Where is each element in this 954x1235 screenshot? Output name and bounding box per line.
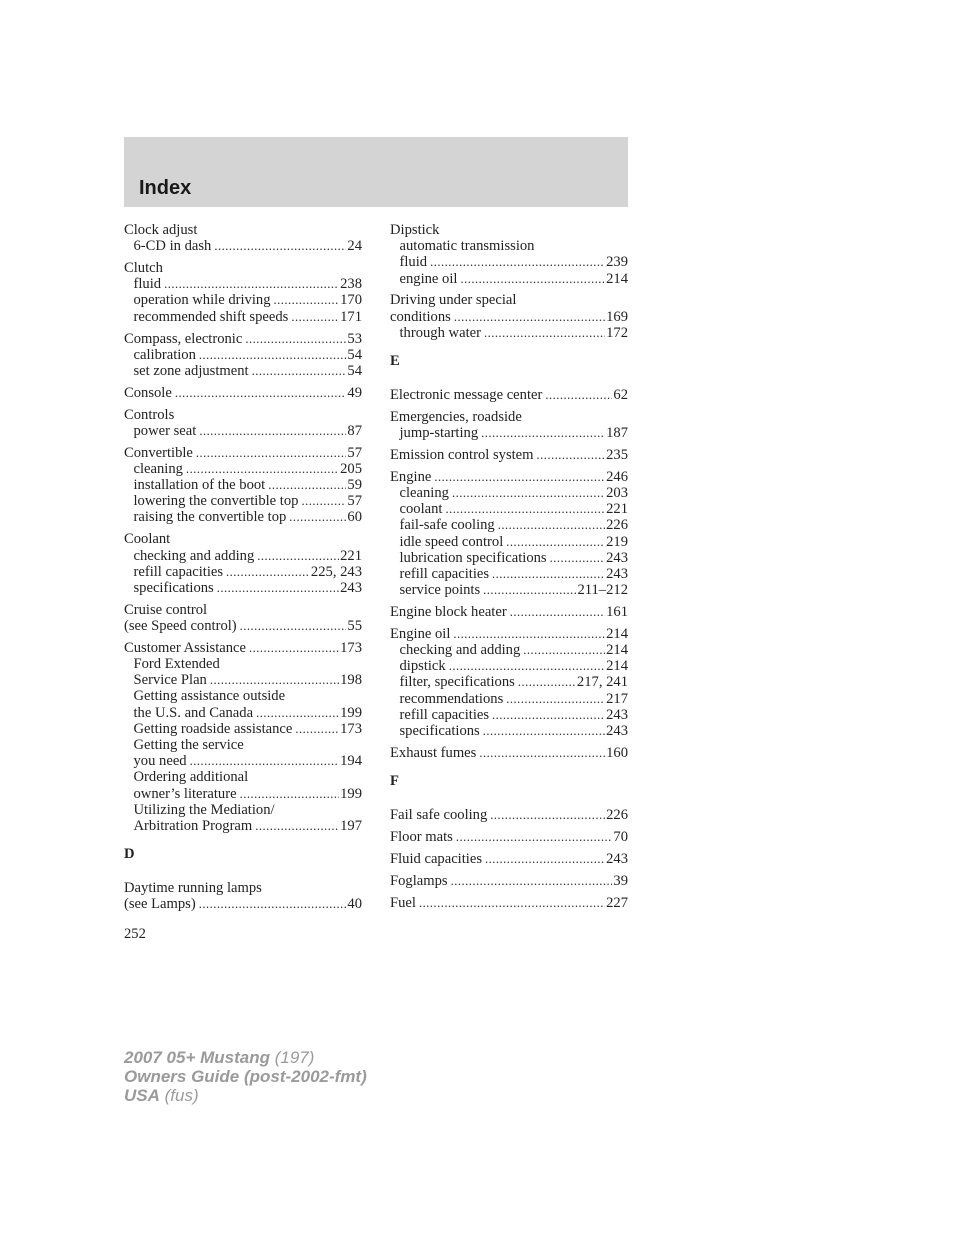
entry-term: calibration <box>133 346 196 363</box>
header-title: Index <box>139 177 192 199</box>
entry-page-ref: 187 <box>606 425 628 442</box>
index-subentry-line <box>124 818 362 834</box>
dot-leader <box>164 276 339 292</box>
dot-leader <box>255 818 339 834</box>
dot-leader <box>186 461 339 477</box>
index-entry-line <box>390 829 628 845</box>
entry-page-ref: 217 <box>606 690 628 707</box>
entry-page-ref: 214 <box>606 625 628 642</box>
entry-term: lubrication specifications <box>399 549 547 566</box>
index-entry-line <box>390 604 628 620</box>
index-subentry-line <box>390 425 628 441</box>
entry-term: specifications <box>133 579 214 596</box>
section-letter: E <box>390 353 400 369</box>
index-subentry-line <box>124 477 362 493</box>
entry-page-ref: 161 <box>606 604 628 620</box>
entry-page-ref: 243 <box>606 549 628 566</box>
entry-page-ref: 235 <box>606 446 628 463</box>
dot-leader <box>175 385 347 401</box>
entry-term: Electronic message center <box>390 387 543 403</box>
index-entry-line <box>390 292 628 308</box>
entry-page-ref: 172 <box>606 324 628 341</box>
dot-leader <box>210 672 339 688</box>
index-entry <box>390 387 628 403</box>
entry-term: fluid <box>133 276 162 293</box>
index-entry <box>390 447 628 463</box>
entry-term: engine oil <box>399 270 458 287</box>
entry-term: raising the convertible top <box>133 509 287 526</box>
entry-term: checking and adding <box>133 547 255 564</box>
dot-leader <box>445 501 605 517</box>
index-entry-line <box>390 895 628 911</box>
entry-term: filter, specifications <box>399 674 515 691</box>
entry-page-ref: 197 <box>340 817 362 834</box>
entry-term: Fuel <box>390 894 416 911</box>
entry-term: cleaning <box>133 460 183 477</box>
index-entry-line <box>124 618 362 634</box>
index-entry <box>390 292 628 341</box>
entry-page-ref: 219 <box>606 533 628 550</box>
entry-page-ref: 214 <box>606 642 628 659</box>
entry-term: through water <box>399 324 481 341</box>
dot-leader <box>506 691 605 707</box>
entry-page-ref: 169 <box>606 308 628 325</box>
index-entry <box>390 745 628 761</box>
index-subentry-line <box>124 737 362 753</box>
entry-page-ref: 54 <box>347 362 362 379</box>
entry-term: Clutch <box>124 260 163 277</box>
index-subentry-line <box>390 691 628 707</box>
entry-page-ref: 199 <box>340 785 362 802</box>
dot-leader <box>481 425 605 441</box>
index-subentry-line <box>124 309 362 325</box>
dot-leader <box>240 618 347 634</box>
dot-leader <box>295 721 339 737</box>
entry-term: Customer Assistance <box>124 639 247 656</box>
entry-page-ref: 49 <box>347 384 362 401</box>
index-entry <box>390 851 628 867</box>
dot-leader <box>545 387 612 403</box>
dot-leader <box>226 564 310 580</box>
index-entry-line <box>124 531 362 547</box>
entry-term: refill capacities <box>133 563 224 580</box>
index-subentry-line <box>124 721 362 737</box>
index-subentry-line <box>390 517 628 533</box>
index-entry-line <box>124 407 362 423</box>
entry-term: you need <box>133 753 187 770</box>
entry-page-ref: 59 <box>347 477 362 494</box>
entry-term: Emission control system <box>390 446 534 463</box>
index-subentry-line <box>124 493 362 509</box>
index-entry-line <box>124 880 362 896</box>
dot-leader <box>451 873 613 889</box>
dot-leader <box>190 753 340 769</box>
entry-term: Console <box>124 384 172 401</box>
index-subentry-line <box>124 705 362 721</box>
entry-term: service points <box>399 582 481 599</box>
dot-leader <box>483 582 576 598</box>
index-column-left <box>124 222 362 918</box>
dot-leader <box>434 469 605 485</box>
index-entry-line <box>390 851 628 867</box>
dot-leader <box>256 705 339 721</box>
index-entry-line <box>124 385 362 401</box>
footer-line-2 <box>124 1067 367 1086</box>
index-entry <box>124 385 362 401</box>
entry-term: Compass, electronic <box>124 330 243 347</box>
index-subentry-line <box>124 672 362 688</box>
index-subentry-line <box>124 509 362 525</box>
entry-page-ref: 243 <box>606 706 628 723</box>
index-subentry-line <box>124 423 362 439</box>
entry-page-ref: 57 <box>347 444 362 461</box>
entry-term: idle speed control <box>399 533 504 550</box>
entry-term: 6-CD in dash <box>133 238 212 255</box>
entry-term: refill capacities <box>399 706 490 723</box>
entry-page-ref: 53 <box>347 330 362 347</box>
entry-page-ref: 221 <box>606 501 628 518</box>
entry-page-ref: 173 <box>340 720 362 737</box>
dot-leader <box>301 493 346 509</box>
index-subentry-line <box>124 363 362 379</box>
index-entry-line <box>390 447 628 463</box>
entry-page-ref: 199 <box>340 704 362 721</box>
entry-term: fail-safe cooling <box>399 517 495 534</box>
index-subentry-line <box>124 461 362 477</box>
dot-leader <box>245 331 346 347</box>
footer-model: 2007 05+ Mustang <box>124 1048 270 1067</box>
entry-page-ref: 217, 241 <box>576 674 628 691</box>
entry-page-ref: 225, 243 <box>310 563 362 580</box>
entry-term: Coolant <box>124 531 171 548</box>
index-subentry-line <box>390 566 628 582</box>
dot-leader <box>199 896 347 912</box>
index-subentry-line <box>124 548 362 564</box>
section-letter-block <box>390 353 628 369</box>
index-entry <box>124 445 362 526</box>
entry-page-ref: 243 <box>340 579 362 596</box>
index-subentry-line <box>390 642 628 658</box>
footer-model-code: (197) <box>274 1048 315 1067</box>
index-subentry-line <box>390 658 628 674</box>
index-entry <box>390 222 628 287</box>
dot-leader <box>199 347 347 363</box>
entry-page-ref: 57 <box>347 493 362 510</box>
index-entry-line <box>124 896 362 912</box>
dot-leader <box>453 626 605 642</box>
entry-term: Emergencies, roadside <box>390 408 522 425</box>
entry-page-ref: 246 <box>606 468 628 485</box>
index-entry <box>124 331 362 380</box>
footer-guide: Owners Guide (post-2002-fmt) <box>124 1067 367 1086</box>
entry-page-ref: 205 <box>340 460 362 477</box>
index-entry <box>124 880 362 912</box>
entry-page-ref: 87 <box>347 422 362 439</box>
entry-term: cleaning <box>399 485 449 501</box>
entry-page-ref: 227 <box>606 894 628 911</box>
entry-term: (see Lamps) <box>124 896 196 913</box>
dot-leader <box>479 745 605 761</box>
entry-page-ref: 24 <box>347 238 362 255</box>
footer-market: USA <box>124 1086 160 1105</box>
entry-term: recommended shift speeds <box>133 308 289 325</box>
entry-page-ref: 243 <box>606 850 628 867</box>
entry-term: Arbitration Program <box>133 817 253 834</box>
dot-leader <box>249 640 339 656</box>
index-entry-line <box>390 807 628 823</box>
dot-leader <box>419 895 605 911</box>
entry-term: lowering the convertible top <box>133 493 299 510</box>
entry-page-ref: 40 <box>347 896 362 913</box>
entry-term: Foglamps <box>390 872 448 889</box>
index-entry-line <box>390 309 628 325</box>
entry-page-ref: 173 <box>340 639 362 656</box>
index-column-right <box>390 222 628 916</box>
document-footer <box>124 1048 367 1105</box>
entry-page-ref: 198 <box>340 672 362 689</box>
entry-term: Engine oil <box>390 625 451 642</box>
index-entry-line <box>124 260 362 276</box>
index-entry-line <box>390 222 628 238</box>
entry-term: Convertible <box>124 444 193 461</box>
dot-leader <box>550 550 606 566</box>
entry-page-ref: 214 <box>606 658 628 675</box>
index-subentry-line <box>390 238 628 254</box>
entry-term: set zone adjustment <box>133 362 249 379</box>
entry-page-ref: 226 <box>606 517 628 534</box>
dot-leader <box>456 829 613 845</box>
index-entry <box>124 222 362 254</box>
section-letter-block <box>124 846 362 862</box>
entry-term: operation while driving <box>133 292 271 309</box>
entry-page-ref: 214 <box>606 270 628 287</box>
index-subentry-line <box>390 723 628 739</box>
dot-leader <box>485 851 605 867</box>
entry-term: Engine <box>390 468 432 485</box>
footer-market-code: (fus) <box>164 1086 199 1105</box>
section-letter-block <box>390 773 628 789</box>
entry-term: Service Plan <box>133 672 207 689</box>
entry-term: Engine block heater <box>390 604 507 620</box>
index-subentry-line <box>124 656 362 672</box>
entry-term: Ordering additional <box>133 769 249 786</box>
entry-term: automatic transmission <box>399 238 535 255</box>
index-entry <box>124 407 362 439</box>
entry-term: Controls <box>124 406 175 423</box>
entry-term: Driving under special <box>390 292 517 309</box>
index-entry <box>124 602 362 634</box>
entry-term: Exhaust fumes <box>390 744 477 761</box>
dot-leader <box>537 447 606 463</box>
index-subentry-line <box>390 485 628 501</box>
index-subentry-line <box>124 292 362 308</box>
entry-page-ref: 160 <box>606 744 628 761</box>
dot-leader <box>252 363 347 379</box>
section-letter: F <box>390 773 399 790</box>
index-subentry-line <box>124 238 362 254</box>
index-entry-line <box>390 745 628 761</box>
index-entry <box>124 260 362 325</box>
index-subentry-line <box>390 582 628 598</box>
entry-page-ref: 203 <box>606 485 628 501</box>
index-entry <box>390 807 628 823</box>
entry-term: Fail safe cooling <box>390 807 488 824</box>
index-subentry-line <box>124 276 362 292</box>
index-subentry-line <box>390 325 628 341</box>
entry-term: recommendations <box>399 690 504 707</box>
dot-leader <box>289 509 346 525</box>
entry-term: the U.S. and Canada <box>133 704 254 721</box>
index-subentry-line <box>124 688 362 704</box>
entry-page-ref: 243 <box>606 723 628 739</box>
entry-term: Ford Extended <box>133 656 220 672</box>
index-subentry-line <box>390 707 628 723</box>
dot-leader <box>291 309 339 325</box>
entry-page-ref: 170 <box>340 292 362 309</box>
entry-term: installation of the boot <box>133 477 266 494</box>
index-subentry-line <box>124 802 362 818</box>
entry-page-ref: 60 <box>347 509 362 526</box>
index-entry <box>390 626 628 739</box>
index-entry <box>390 895 628 911</box>
dot-leader <box>460 271 605 287</box>
dot-leader <box>510 604 605 620</box>
index-entry <box>390 604 628 620</box>
entry-term: Utilizing the Mediation/ <box>133 801 275 818</box>
entry-term: Cruise control <box>124 601 208 618</box>
index-header <box>124 137 628 207</box>
index-subentry-line <box>124 580 362 596</box>
entry-page-ref: 62 <box>613 387 628 403</box>
index-entry-line <box>124 445 362 461</box>
index-entry-line <box>390 626 628 642</box>
dot-leader <box>217 580 339 596</box>
index-entry-line <box>390 387 628 403</box>
entry-term: Floor mats <box>390 828 453 845</box>
index-subentry-line <box>124 786 362 802</box>
index-subentry-line <box>124 769 362 785</box>
index-entry <box>124 640 362 834</box>
entry-term: power seat <box>133 422 197 439</box>
entry-page-ref: 70 <box>613 828 628 845</box>
index-entry-line <box>124 602 362 618</box>
entry-term: fluid <box>399 254 428 271</box>
entry-page-ref: 221 <box>340 547 362 564</box>
entry-term: Fluid capacities <box>390 850 482 867</box>
index-subentry-line <box>390 254 628 270</box>
dot-leader <box>484 325 605 341</box>
dot-leader <box>492 707 605 723</box>
entry-term: Clock adjust <box>124 222 198 238</box>
dot-leader <box>240 786 340 802</box>
entry-page-ref: 55 <box>347 617 362 634</box>
entry-term: Daytime running lamps <box>124 880 262 897</box>
index-entry <box>390 409 628 441</box>
entry-term: specifications <box>399 723 480 739</box>
index-entry <box>390 469 628 599</box>
dot-leader <box>199 423 346 439</box>
index-subentry-line <box>390 550 628 566</box>
index-entry <box>124 531 362 596</box>
page-number: 252 <box>124 926 146 942</box>
entry-page-ref: 39 <box>613 872 628 889</box>
entry-term: Getting the service <box>133 736 244 753</box>
dot-leader <box>483 723 605 739</box>
entry-term: refill capacities <box>399 565 490 582</box>
dot-leader <box>449 658 605 674</box>
entry-page-ref: 239 <box>606 254 628 271</box>
entry-page-ref: 226 <box>606 807 628 824</box>
footer-line-1 <box>124 1048 367 1067</box>
entry-page-ref: 238 <box>340 276 362 293</box>
dot-leader <box>492 566 605 582</box>
index-entry-line <box>390 469 628 485</box>
entry-term: (see Speed control) <box>124 617 237 634</box>
dot-leader <box>274 292 340 308</box>
index-entry <box>390 829 628 845</box>
footer-line-3 <box>124 1086 367 1105</box>
entry-page-ref: 243 <box>606 565 628 582</box>
index-subentry-line <box>124 347 362 363</box>
entry-term: Getting assistance outside <box>133 688 286 705</box>
entry-page-ref: 194 <box>340 753 362 770</box>
index-subentry-line <box>390 501 628 517</box>
dot-leader <box>196 445 347 461</box>
dot-leader <box>518 674 576 690</box>
entry-term: conditions <box>390 308 451 325</box>
entry-term: Dipstick <box>390 222 440 238</box>
entry-page-ref: 54 <box>347 346 362 363</box>
entry-term: dipstick <box>399 658 446 675</box>
entry-page-ref: 211–212 <box>577 582 628 599</box>
index-entry <box>390 873 628 889</box>
index-entry-line <box>124 640 362 656</box>
entry-term: coolant <box>399 501 443 518</box>
dot-leader <box>523 642 605 658</box>
dot-leader <box>490 807 605 823</box>
index-entry-line <box>390 873 628 889</box>
index-subentry-line <box>124 564 362 580</box>
dot-leader <box>268 477 346 493</box>
dot-leader <box>430 254 605 270</box>
index-entry-line <box>124 222 362 238</box>
dot-leader <box>506 534 605 550</box>
dot-leader <box>454 309 605 325</box>
entry-term: checking and adding <box>399 642 521 659</box>
index-entry-line <box>390 409 628 425</box>
entry-term: Getting roadside assistance <box>133 720 293 737</box>
entry-term: jump-starting <box>399 425 479 442</box>
dot-leader <box>452 485 605 501</box>
index-entry-line <box>124 331 362 347</box>
entry-term: owner’s literature <box>133 785 237 802</box>
dot-leader <box>214 238 346 254</box>
dot-leader <box>498 517 605 533</box>
index-subentry-line <box>390 271 628 287</box>
section-letter: D <box>124 846 135 863</box>
entry-page-ref: 171 <box>340 308 362 325</box>
dot-leader <box>257 548 339 564</box>
index-subentry-line <box>390 534 628 550</box>
index-subentry-line <box>390 674 628 690</box>
index-subentry-line <box>124 753 362 769</box>
